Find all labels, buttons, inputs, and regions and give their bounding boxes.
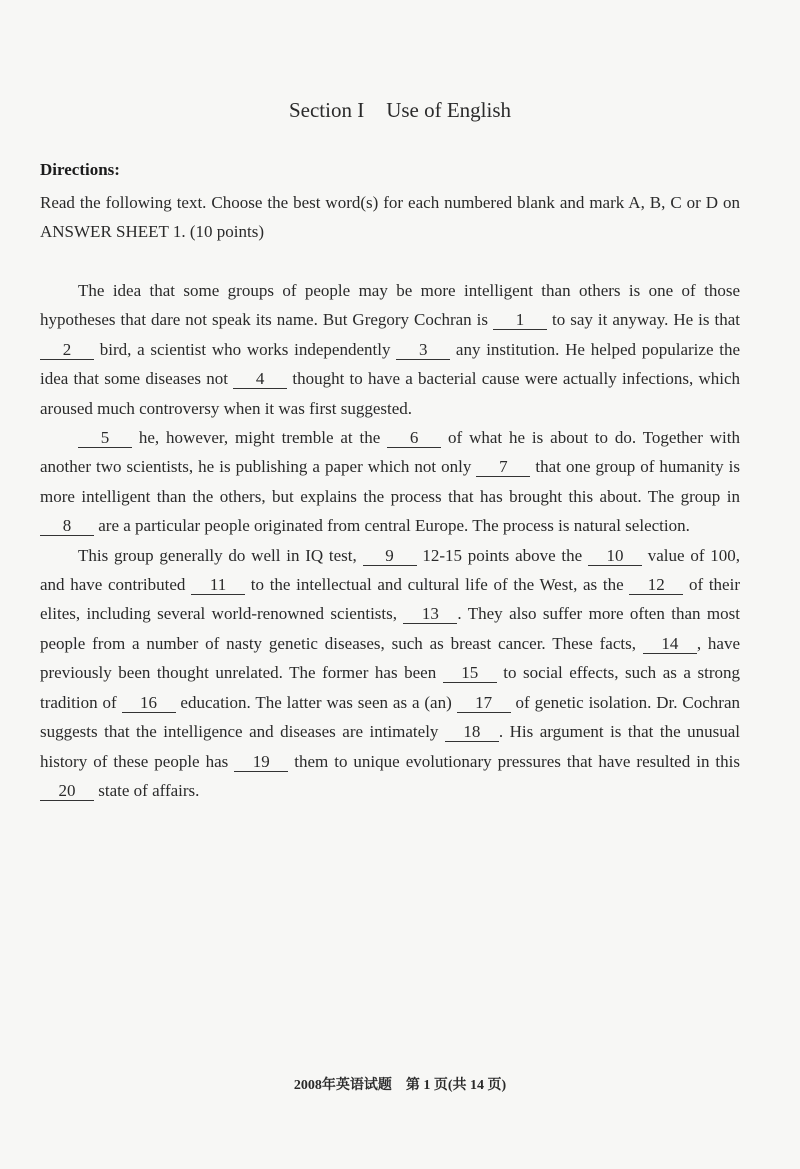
blank-8: 8 <box>40 516 94 536</box>
blank-10: 10 <box>588 546 642 566</box>
directions-text: Read the following text. Choose the best word(s) for each numbered blank and mark A, B, C or D on ANSWER SHEET 1. (10 points) <box>40 193 740 241</box>
passage-text: to say it anyway. He is that <box>547 310 741 330</box>
blank-19: 19 <box>234 752 288 772</box>
blank-2: 2 <box>40 340 94 360</box>
passage-text: state of affairs. <box>94 780 200 800</box>
page-footer: 2008年英语试题 第 1 页(共 14 页) <box>293 1078 507 1093</box>
passage-text: of what he is about to do. Together with another two scientists, he is publishing a paper which not only <box>40 428 740 477</box>
blank-11: 11 <box>191 575 245 595</box>
section-title <box>0 98 800 123</box>
blank-7: 7 <box>476 457 530 477</box>
blank-16: 16 <box>122 693 176 713</box>
cloze-passage <box>40 276 740 805</box>
passage-text: , have previously been thought unrelated. The former has been <box>40 633 740 683</box>
section-number: Section I <box>288 98 365 122</box>
passage-text: that one group of humanity is more intelligent than the others, but explains the process that has brought this about. The group in <box>40 457 741 506</box>
blank-1: 1 <box>493 310 547 330</box>
passage-text: . His argument is that the unusual history of these people has <box>40 722 740 771</box>
passage-text: them to unique evolutionary pressures that have resulted in this <box>288 751 740 771</box>
blank-3: 3 <box>396 340 450 360</box>
paragraph-3 <box>40 541 740 806</box>
blank-15: 15 <box>443 663 497 683</box>
paragraph-2 <box>40 423 740 541</box>
blank-20: 20 <box>40 781 94 801</box>
blank-6: 6 <box>387 428 441 448</box>
passage-text: to the intellectual and cultural life of the West, as the <box>245 575 630 595</box>
directions-heading: Directions: <box>40 160 120 179</box>
blank-4: 4 <box>233 369 287 389</box>
passage-text: he, however, might tremble at the <box>132 428 388 448</box>
blank-13: 13 <box>403 604 457 624</box>
passage-text: . They also suffer more often than most people from a number of nasty genetic diseases, such as breast cancer. These facts, <box>40 604 740 653</box>
section-name: Use of English <box>386 98 512 122</box>
passage-text: value of 100, and have contributed <box>40 545 740 595</box>
blank-18: 18 <box>445 722 499 742</box>
blank-9: 9 <box>363 546 417 566</box>
passage-text: to social effects, such as a strong tradition of <box>40 663 740 712</box>
blank-14: 14 <box>643 634 697 654</box>
passage-text: are a particular people originated from central Europe. The process is natural selection. <box>94 516 690 536</box>
passage-text: 12-15 points above the <box>416 545 588 565</box>
passage-text: This group generally do well in IQ test, <box>78 545 363 565</box>
passage-text: bird, a scientist who works independently <box>94 339 397 359</box>
paragraph-1 <box>40 276 740 423</box>
passage-text: The idea that some groups of people may be more intelligent than others is one of those hypotheses that dare not speak its name. But Gregory Cochran is <box>40 281 740 330</box>
passage-text: of genetic isolation. Dr. Cochran suggests that the intelligence and diseases are intimately <box>40 692 740 742</box>
blank-5: 5 <box>78 428 132 448</box>
passage-text: thought to have a bacterial cause were actually infections, which aroused much controversy when it was first suggested. <box>40 369 740 418</box>
blank-17: 17 <box>457 693 511 713</box>
passage-text: education. The latter was seen as a (an) <box>175 692 457 712</box>
blank-12: 12 <box>629 575 683 595</box>
passage-text: of their elites, including several world-renowned scientists, <box>40 575 740 624</box>
passage-text: any institution. He helped popularize the idea that some diseases not <box>40 339 740 389</box>
